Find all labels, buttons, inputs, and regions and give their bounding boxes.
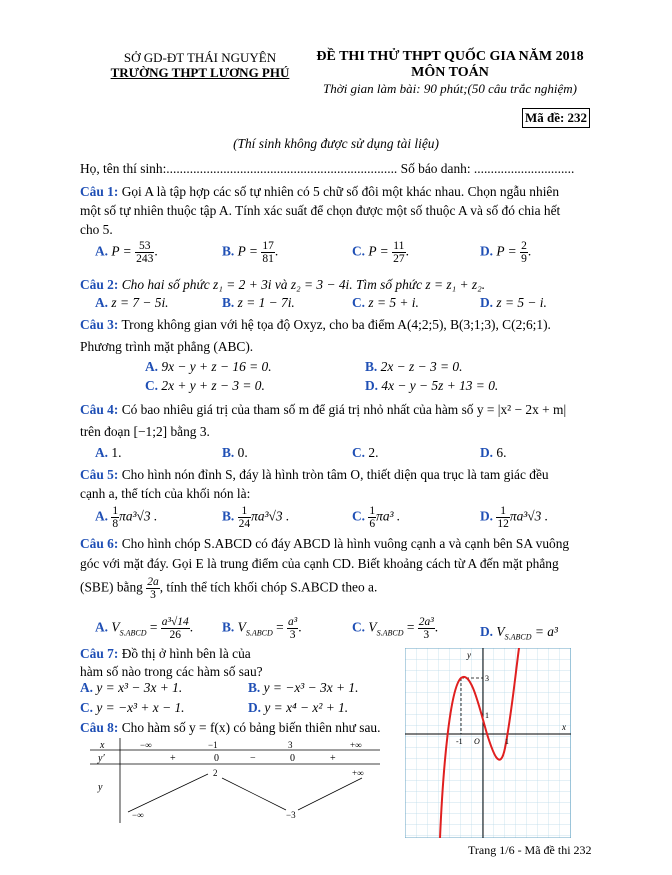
- q8-line: Câu 8: Cho hàm số y = f(x) có bảng biến thiên như sau.: [80, 720, 381, 735]
- q5-line1: Câu 5: Cho hình nón đỉnh S, đáy là hình tròn tâm O, thiết diện qua trục là tam giác đều: [80, 467, 549, 482]
- q6-option-b[interactable]: B. $V_{S.ABCD}$ = $\frac{\text{a³}}{3}$ .: [222, 616, 302, 641]
- graph-tick-x: -1: [456, 737, 463, 746]
- table-x-4: +∞: [350, 740, 362, 750]
- table-y-max: 2: [213, 768, 218, 778]
- q3-text2: Phương trình mặt phẳng (ABC).: [80, 339, 254, 354]
- q8-variation-table: [90, 738, 380, 823]
- header-left: [90, 50, 310, 80]
- table-yp-3: −: [250, 753, 256, 764]
- dept-name: SỞ GD-ĐT THÁI NGUYÊN: [123, 50, 277, 65]
- q3-option-c[interactable]: C. 2x + y + z − 3 = 0.: [145, 378, 265, 393]
- name-line: Họ, tên thí sinh:..................................................................... Số báo danh: ..............................: [80, 161, 575, 176]
- q6-option-a[interactable]: A. $V_{S.ABCD}$ = $\frac{\text{a³√14}}{26}$ .: [95, 616, 194, 641]
- q1-text2: một số tự nhiên thuộc tập A. Tính xác suất để chọn được một số thuộc A và số đó chia hết: [80, 203, 561, 218]
- q2-option-b[interactable]: B. z = 1 − 7i.: [222, 295, 295, 310]
- header-right: [300, 49, 600, 97]
- table-y-minusinf: −∞: [132, 810, 144, 820]
- q5-option-d[interactable]: D. $\frac{1}{12}$ πa³√3 .: [480, 505, 549, 530]
- q1-option-b[interactable]: B. P = $\frac{17}{81}$ .: [222, 240, 279, 265]
- q7-option-b[interactable]: B. y = −x³ − 3x + 1.: [248, 680, 359, 695]
- table-x-3: 3: [288, 740, 293, 750]
- graph-origin: O: [474, 737, 480, 746]
- graph-tick-y: 3: [485, 674, 489, 683]
- exam-note: (Thí sinh không được sử dụng tài liệu): [233, 136, 439, 151]
- q2-option-a[interactable]: A. z = 7 − 5i.: [95, 295, 169, 310]
- q3-option-b[interactable]: B. 2x − z − 3 = 0.: [365, 359, 463, 374]
- q6-option-c[interactable]: C. $V_{S.ABCD}$ = $\frac{\text{2a³}}{3}$ .: [352, 616, 439, 641]
- table-y-label: y: [98, 782, 103, 793]
- q6-line1: Câu 6: Cho hình chóp S.ABCD có đáy ABCD là hình vuông cạnh a và cạnh bên SA vuông: [80, 536, 570, 551]
- table-yp-label: y′: [98, 753, 105, 764]
- q4-option-d[interactable]: D. 6.: [480, 445, 507, 460]
- q1-option-c[interactable]: C. P = $\frac{11}{27}$ .: [352, 240, 409, 265]
- graph-x-label: x: [562, 722, 566, 732]
- graph-tick-x2: 1: [505, 737, 509, 746]
- q7-graph: [405, 648, 571, 838]
- q6-line3: (SBE) bằng $\frac{2a}{3}$ , tính thể tích khối chóp S.ABCD theo a.: [80, 576, 378, 601]
- q6-text2: góc với mặt đáy. Gọi E là trung điểm của cạnh CD. Biết khoảng cách từ A đến mặt phẳng: [80, 556, 559, 571]
- q4-line1: Câu 4: Có bao nhiêu giá trị của tham số m để giá trị nhỏ nhất của hàm số y = |x² − 2x + m|: [80, 402, 567, 417]
- q1-label: Câu 1:: [80, 184, 119, 199]
- q2-line: Câu 2: Cho hai số phức z₁ = 2 + 3i và z₂ = 3 − 4i. Tìm số phức z = z₁ + z₂.: [80, 277, 486, 292]
- q1-text3: cho 5.: [80, 222, 113, 237]
- q5-option-c[interactable]: C. $\frac{1}{6}$ πa³ .: [352, 505, 401, 530]
- q3-option-a[interactable]: A. 9x − y + z − 16 = 0.: [145, 359, 272, 374]
- q7-line1: Câu 7: Đồ thị ở hình bên là của: [80, 646, 251, 661]
- page-footer: Trang 1/6 - Mã đề thi 232: [468, 843, 592, 857]
- q2-option-c[interactable]: C. z = 5 + i.: [352, 295, 419, 310]
- school-name: TRƯỜNG THPT LƯƠNG PHÚ: [110, 65, 290, 80]
- table-yp-1: +: [170, 753, 176, 764]
- q4-option-c[interactable]: C. 2.: [352, 445, 379, 460]
- exam-title: ĐỀ THI THỬ THPT QUỐC GIA NĂM 2018: [316, 49, 584, 64]
- q2-option-d[interactable]: D. z = 5 − i.: [480, 295, 547, 310]
- table-x-2: −1: [208, 740, 218, 750]
- q5-text2: cạnh a, thể tích của khối nón là:: [80, 486, 251, 501]
- table-yp-5: +: [330, 753, 336, 764]
- q1-line1: [80, 183, 559, 201]
- table-x-1: −∞: [140, 740, 152, 750]
- table-y-plusinf: +∞: [352, 768, 364, 778]
- table-yp-2: 0: [214, 753, 219, 764]
- q7-option-c[interactable]: C. y = −x³ + x − 1.: [80, 700, 185, 715]
- q4-option-a[interactable]: A. 1.: [95, 445, 122, 460]
- subject: MÔN TOÁN: [411, 65, 489, 80]
- exam-code: Mã đề: 232: [522, 108, 590, 128]
- q4-text2: trên đoạn [−1;2] bằng 3.: [80, 424, 210, 439]
- table-x-label: x: [100, 740, 105, 751]
- q1-option-a[interactable]: A. P = $\frac{53}{243}$ .: [95, 240, 158, 265]
- q7-option-d[interactable]: D. y = x⁴ − x² + 1.: [248, 700, 349, 715]
- q7-option-a[interactable]: A. y = x³ − 3x + 1.: [80, 680, 183, 695]
- table-yp-4: 0: [290, 753, 295, 764]
- q6-option-d[interactable]: D. $V_{S.ABCD} = a^3$: [480, 624, 558, 642]
- q3-option-d[interactable]: D. 4x − y − 5z + 13 = 0.: [365, 378, 499, 393]
- q5-option-b[interactable]: B. $\frac{1}{24}$ πa³√3 .: [222, 505, 290, 530]
- q3-line1: Câu 3: Trong không gian với hệ tọa độ Oxyz, cho ba điểm A(4;2;5), B(3;1;3), C(2;6;1).: [80, 317, 551, 332]
- table-y-min: −3: [286, 810, 296, 820]
- q5-option-a[interactable]: A. $\frac{1}{8}$ πa³√3 .: [95, 505, 158, 530]
- q1-option-d[interactable]: D. P = $\frac{2}{9}$ .: [480, 240, 532, 265]
- q4-option-b[interactable]: B. 0.: [222, 445, 248, 460]
- q7-text2: hàm số nào trong các hàm số sau?: [80, 664, 263, 679]
- duration: Thời gian làm bài: 90 phút;(50 câu trắc nghiệm): [323, 81, 577, 96]
- graph-y-label: y: [467, 650, 471, 660]
- q1-text1: Gọi A là tập hợp các số tự nhiên có 5 chữ số đôi một khác nhau. Chọn ngẫu nhiên: [121, 184, 560, 199]
- graph-tick-y2: 1: [485, 711, 489, 720]
